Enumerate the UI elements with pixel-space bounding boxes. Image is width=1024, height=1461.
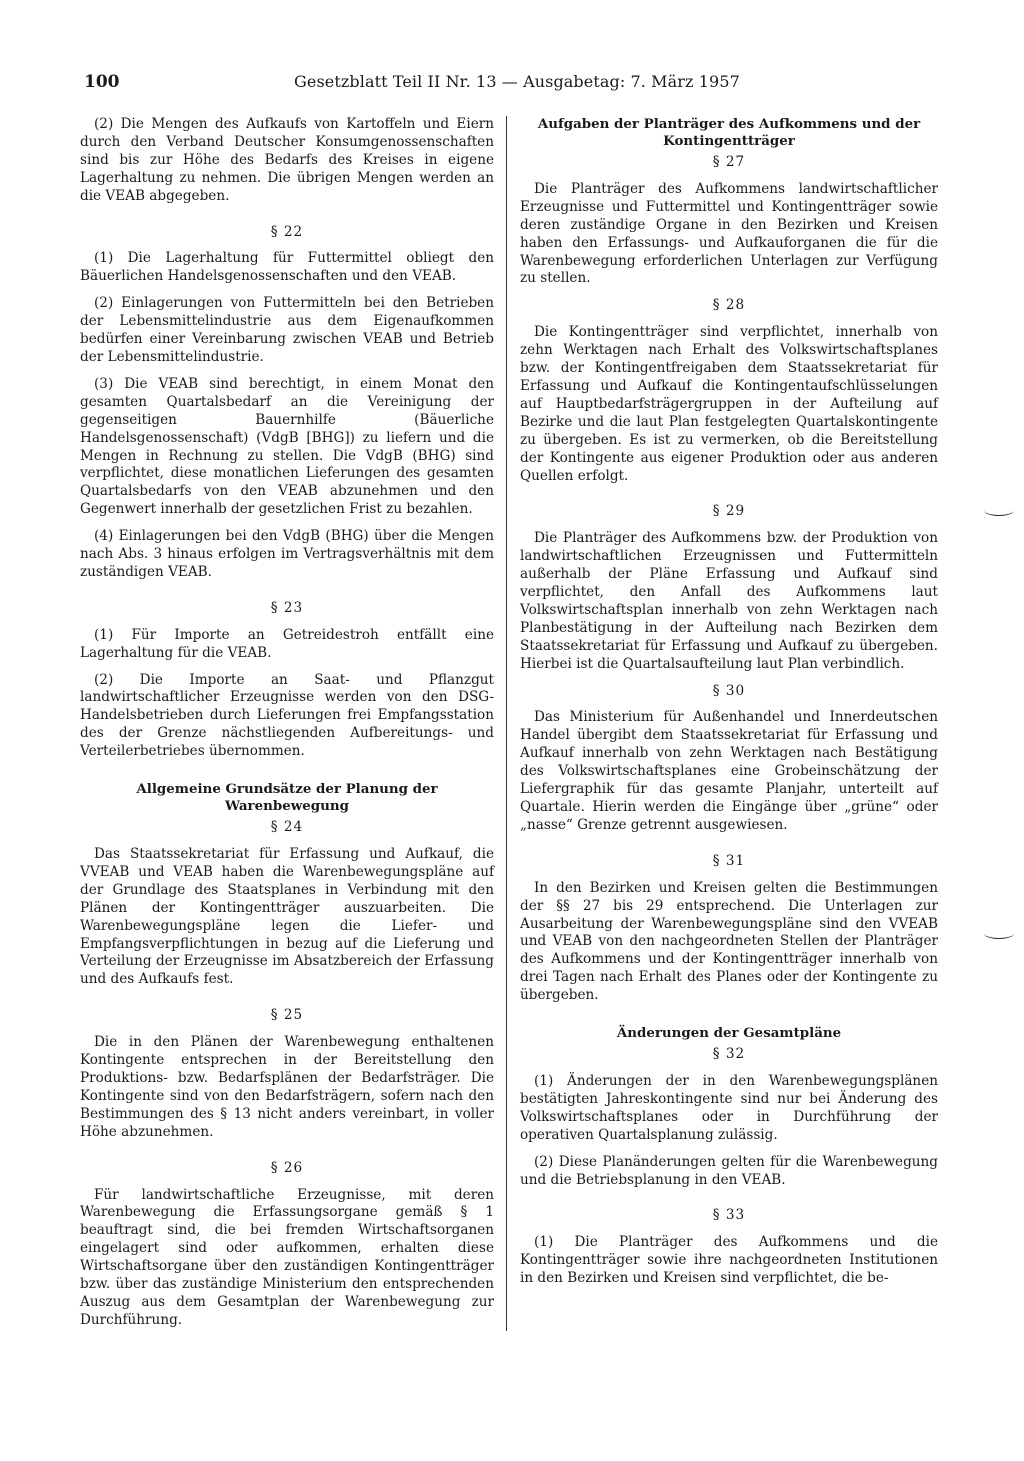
section-number: § 30 [712,682,746,699]
paragraph: Die Kontingentträger sind verpflichtet, innerhalb von zehn Werktagen nach Erhalt des Volkswirtschaftsplanes bzw. der Kontingentfreigaben dem Staatssekretariat für Erfassung und Aufkauf die Kontingentaufschlüsselungen auf Hauptbedarfsträgergruppen in der Aufteilung auf Bezirke und die laut Plan festgelegten Quartalskontingente zu übergeben. Es ist zu vermerken, ob die Bereitstellung der Kontingente aus eigener Produktion oder aus anderen Quellen erfolgt. [520,324,938,484]
paragraph: Das Ministerium für Außenhandel und Innerdeutschen Handel übergibt dem Staatssekretariat für Erfassung und Aufkauf innerhalb von zehn Werktagen nach Bestätigung des Volkswirtschaftsplanes eine Grobeinschätzung der Liefergraphik für das gesamte Planjahr, unterteilt auf Quartale. Hierin werden die Eingänge über „grüne“ oder „nasse“ Grenze getrennt ausgewiesen. [520,709,938,833]
paragraph: (1) Änderungen der in den Warenbewegungsplänen bestätigten Jahreskontingente sind nur bei Änderung des Volkswirtschaftsplanes oder in Durchführung der operativen Quartalsplanung zulässig. [520,1072,938,1143]
paragraph: (1) Die Lagerhaltung für Futtermittel obliegt den Bäuerlichen Handelsgenossenschaften und den VEAB. [80,250,494,285]
page-number: 100 [84,72,120,92]
paragraph: Die in den Plänen der Warenbewegung enthaltenen Kontingente entsprechen in der Bereitstellung den Produktions- bzw. Bedarfsplänen der Bedarfsträger. Die Kontingente sind von den Bedarfsträgern, sofern nach den Bestimmungen des § 13 nicht anders vereinbart, in voller Höhe abzunehmen. [80,1034,494,1140]
right-column [520,116,938,1297]
paragraph: Das Staatssekretariat für Erfassung und Aufkauf, die VVEAB und VEAB haben die Warenbewegungspläne auf der Grundlage des Staatsplanes in Verbindung mit den Plänen der Kontingentträger auszuarbeiten. Die Warenbewegungspläne legen die Liefer- und Empfangsverpflichtungen in bezug auf die Lieferung und Verteilung der Erzeugnisse im Absatzbereich der Erfassung und des Aufkaufs fest. [80,846,494,988]
section-number: § 23 [270,599,304,616]
section-number: § 31 [712,852,746,869]
section-heading: Änderungen der Gesamtpläne [616,1025,842,1042]
section-number: § 26 [270,1159,304,1176]
section-number: § 25 [270,1007,304,1024]
paragraph: (3) Die VEAB sind berechtigt, in einem Monat den gesamten Quartalsbedarf an die Vereinigung der gegenseitigen Bauernhilfe (Bäuerliche Handelsgenossenschaft) (VdgB [BHG]) zu liefern und die Mengen in Rechnung zu stellen. Die VdgB (BHG) sind verpflichtet, diese monatlichen Lieferungen des gesamten Quartalsbedarfs von den VEAB abzunehmen und den Gegenwert innerhalb der gesetzlichen Frist zu bezahlen. [80,375,494,518]
section-number: § 28 [712,297,746,314]
section-number: § 22 [270,223,304,240]
page-header [84,72,954,102]
margin-mark [984,505,1014,516]
section-number: § 29 [712,503,746,520]
paragraph: (2) Einlagerungen von Futtermitteln bei den Betrieben der Lebensmittelindustrie aus dem Eigenaufkommen bedürfen einer Vereinbarung zwischen VEAB und Betrieb der Lebensmittelindustrie. [80,295,494,365]
section-number: § 32 [712,1046,746,1063]
header-title: Gesetzblatt Teil II Nr. 13 — Ausgabetag: 7. März 1957 [294,72,740,91]
section-heading: Aufgaben der Planträger des Aufkommens und der Kontingentträger [537,116,921,149]
left-column [80,116,494,1339]
paragraph: (2) Diese Planänderungen gelten für die Warenbewegung und die Betriebsplanung in den VEAB. [520,1153,938,1188]
paragraph: In den Bezirken und Kreisen gelten die Bestimmungen der §§ 27 bis 29 entsprechend. Die Unterlagen zur Ausarbeitung der Warenbewegungspläne sind den VVEAB und VEAB von den nachgeordneten Stellen der Planträger des Aufkommens und der Kontingentträger innerhalb von drei Tagen nach Erhalt des Planes oder der Kontingente zu übergeben. [520,879,938,1004]
section-number: § 24 [270,819,304,836]
section-number: § 27 [712,154,746,170]
paragraph: Die Planträger des Aufkommens bzw. der Produktion von landwirtschaftlichen Erzeugnissen und Futtermitteln außerhalb der Pläne Erfassung und Aufkauf sind verpflichtet, den Anfall des Aufkommens laut Volkswirtschaftsplan innerhalb von zehn Werktagen nach Planbestätigung in der Aufteilung nach Bezirken dem Staatssekretariat für Erfassung und Aufkauf zu übergeben. Hierbei ist die Quartalsaufteilung laut Plan verbindlich. [520,530,938,672]
paragraph: (2) Die Importe an Saat- und Pflanzgut landwirtschaftlicher Erzeugnisse werden von den DSG-Handelsbetrieben durch Lieferungen frei Empfangsstation des der Grenze nächstliegenden Aufbereitungs- und Verteilerbetriebes übernommen. [80,671,494,760]
paragraph: (4) Einlagerungen bei den VdgB (BHG) über die Mengen nach Abs. 3 hinaus erfolgen im Vertragsverhältnis mit dem zuständigen VEAB. [80,528,494,580]
section-number: § 33 [712,1207,746,1224]
paragraph: Die Planträger des Aufkommens landwirtschaftlicher Erzeugnisse und Futtermittel und Kontingentträger sowie deren zuständige Organe in den Bezirken und Kreisen haben den Erfassungs- und Aufkauforganen die für die Warenbewegung erforderlichen Unterlagen zur Verfügung zu stellen. [520,180,938,287]
paragraph: (1) Die Planträger des Aufkommens und die Kontingentträger sowie ihre nachgeordneten Institutionen in den Bezirken und Kreisen sind verpflichtet, die be- [520,1234,938,1287]
paragraph: (1) Für Importe an Getreidestroh entfällt eine Lagerhaltung für die VEAB. [80,626,494,661]
margin-mark [984,928,1014,939]
section-heading: Allgemeine Grundsätze der Planung der Warenbewegung [136,781,438,815]
paragraph: (2) Die Mengen des Aufkaufs von Kartoffeln und Eiern durch den Verband Deutscher Konsumgenossenschaften sind bis zur Höhe des Bedarfs des Kreises in eigene Lagerhaltung zu nehmen. Die übrigen Mengen werden an die VEAB abgegeben. [80,116,494,204]
column-divider [506,116,507,1331]
paragraph: Für landwirtschaftliche Erzeugnisse, mit deren Warenbewegung die Erfassungsorgane gemäß § 1 beauftragt sind, die bei fremden Wirtschaftsorganen eingelagert sind oder aufkommen, erhalten diese Wirtschaftsorgane über den zuständigen Kontingentträger bzw. über das zuständige Ministerium den entsprechenden Auszug aus dem Gesamtplan der Warenbewegung zur Durchführung. [80,1186,494,1328]
